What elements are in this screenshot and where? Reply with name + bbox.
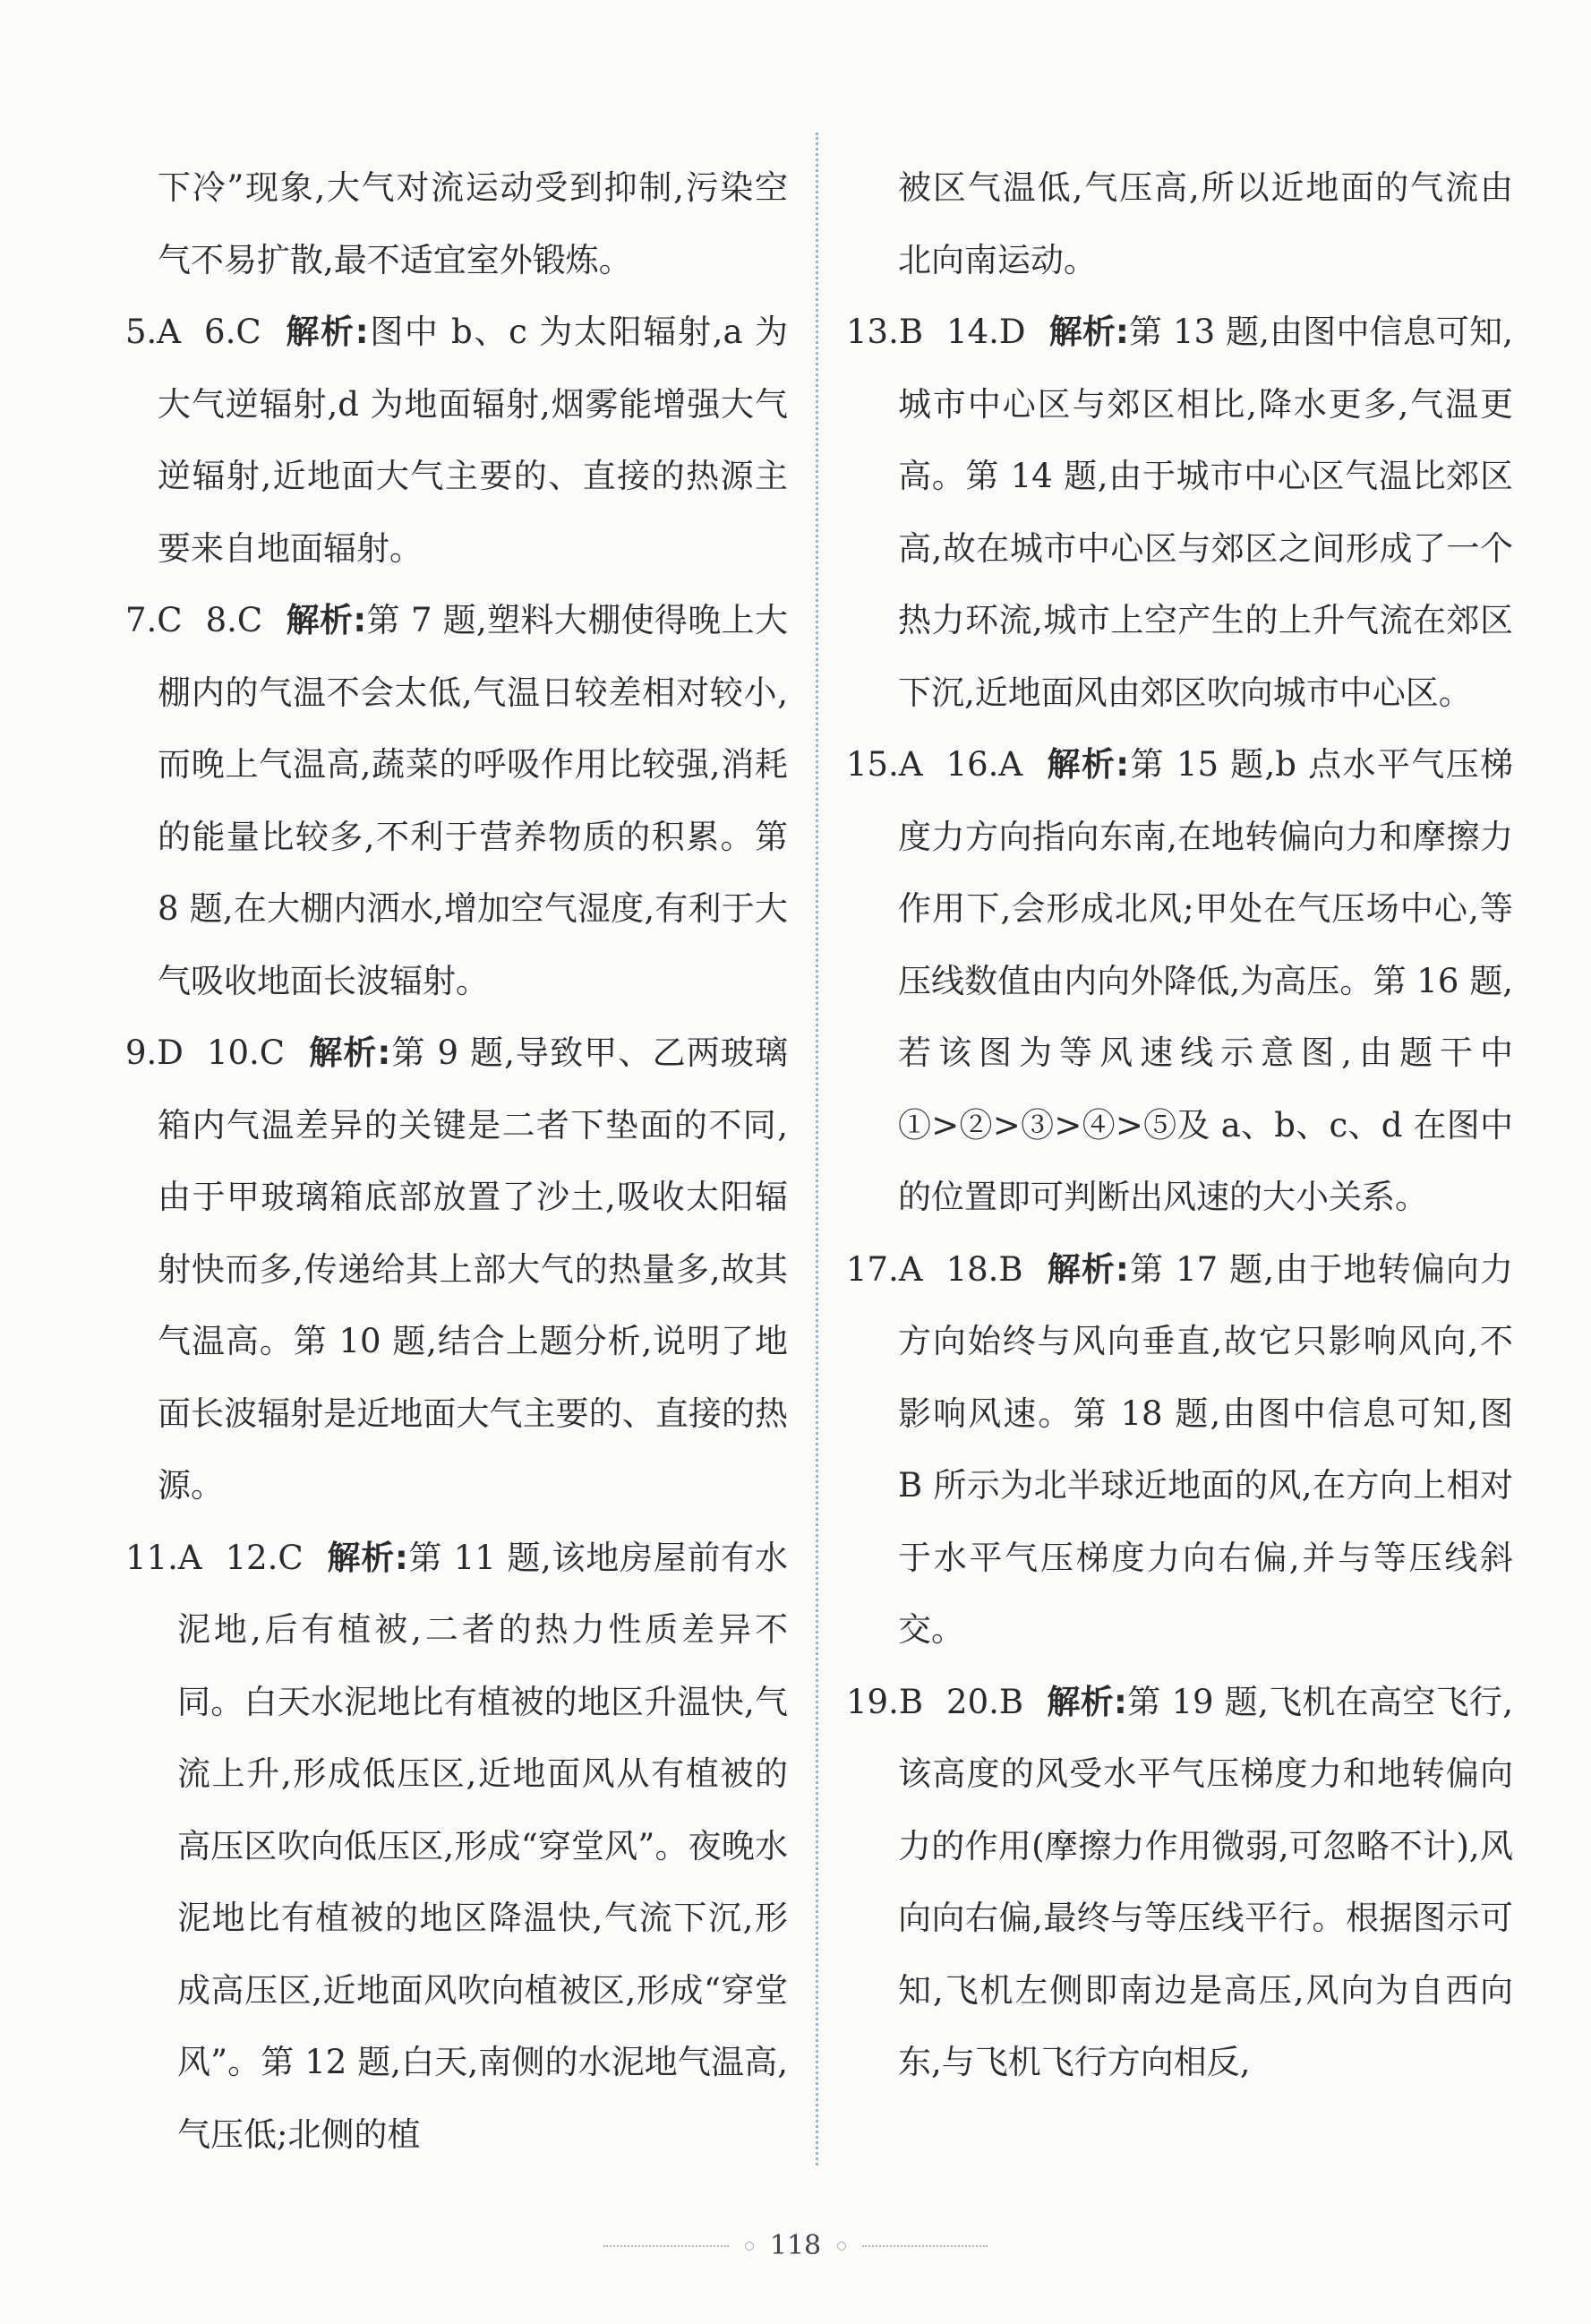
answer-item-7 — [125, 585, 788, 1017]
answer-item-15 — [846, 729, 1513, 1234]
answer-12: 12.C — [225, 1538, 304, 1577]
analysis-label: 解析: — [308, 1033, 391, 1072]
analysis-label: 解析: — [1047, 1682, 1127, 1721]
answer-18: 18.B — [945, 1249, 1023, 1289]
page-number: 118 — [769, 2230, 822, 2261]
analysis-text: 第 17 题,由于地转偏向力方向始终与风向垂直,故它只影响风向,不影响风速。第 18 题,由图中信息可知,图 B 所示为北半球近地面的风,在方向上相对于水平气压梯度力向右偏,并与等压线斜交。 — [898, 1249, 1513, 1649]
analysis-text: 图中 b、c 为太阳辐射,a 为大气逆辐射,d 为地面辐射,烟雾能增强大气逆辐射,近地面大气主要的、直接的热源主要来自地面辐射。 — [158, 313, 789, 568]
analysis-label: 解析: — [1046, 745, 1130, 784]
answer-item-17 — [846, 1234, 1513, 1667]
analysis-label: 解析: — [284, 313, 369, 351]
answer-6: 6.C — [204, 313, 261, 351]
answer-8: 8.C — [205, 601, 263, 639]
analysis-text: 第 19 题,飞机在高空飞行,该高度的风受水平气压梯度力和地转偏向力的作用(摩擦力作用微弱,可忽略不计),风向向右偏,最终与等压线平行。根据图示可知,飞机左侧即南边是高压,风向为自西向东,与飞机飞行方向相反, — [898, 1682, 1513, 2081]
analysis-text: 第 15 题,b 点水平气压梯度力方向指向东南,在地转偏向力和摩擦力作用下,会形成北风;甲处在气压场中心,等压线数值由内向外降低,为高压。第 16 题,若该图为等风速线示意图,由题干中①>②>③>④>⑤及 a、b、c、d 在图中的位置即可判断出风速的大小关系。 — [898, 745, 1514, 1216]
answer-7: 7.C — [125, 601, 183, 639]
footer-dot-left — [745, 2242, 754, 2251]
answer-11: 11.A — [125, 1538, 202, 1577]
footer-dot-right — [837, 2242, 846, 2251]
answer-20: 20.B — [946, 1682, 1024, 1721]
answer-5: 5.A — [125, 313, 182, 351]
analysis-text: 第 9 题,导致甲、乙两玻璃箱内气温差异的关键是二者下垫面的不同,由于甲玻璃箱底部放置了沙土,吸收太阳辐射快而多,传递给其上部大气的热量多,故其气温高。第 10 题,结合上题分析,说明了地面长波辐射是近地面大气主要的、直接的热源。 — [158, 1033, 788, 1505]
right-column — [846, 152, 1513, 2099]
analysis-label: 解析: — [1048, 313, 1129, 351]
answer-item-13 — [846, 296, 1513, 729]
analysis-text: 第 13 题,由图中信息可知,城市中心区与郊区相比,降水更多,气温更高。第 14 题,由于城市中心区气温比郊区高,故在城市中心区与郊区之间形成了一个热力环流,城市上空产生的上升气流在郊区下沉,近地面风由郊区吹向城市中心区。 — [898, 313, 1513, 712]
analysis-text: 第 11 题,该地房屋前有水泥地,后有植被,二者的热力性质差异不同。白天水泥地比有植被的地区升温快,气流上升,形成低压区,近地面风从有植被的高压区吹向低压区,形成“穿堂风”。夜晚水泥地比有植被的地区降温快,气流下沉,形成高压区,近地面风吹向植被区,形成“穿堂风”。第 12 题,白天,南侧的水泥地气温高,气压低;北侧的植 — [177, 1538, 789, 2154]
answer-item-19 — [846, 1667, 1513, 2099]
answer-10: 10.C — [206, 1033, 286, 1072]
answer-15: 15.A — [846, 745, 923, 784]
analysis-label: 解析: — [286, 601, 367, 639]
continuation-paragraph: 被区气温低,气压高,所以近地面的气流由北向南运动。 — [898, 168, 1513, 279]
left-column — [125, 152, 788, 2171]
analysis-text: 第 7 题,塑料大棚使得晚上大棚内的气温不会太低,气温日较差相对较小,而晚上气温高,蔬菜的呼吸作用比较强,消耗的能量比较多,不利于营养物质的积累。第 8 题,在大棚内洒水,增加空气湿度,有利于大气吸收地面长波辐射。 — [158, 601, 789, 1000]
answer-item-11 — [125, 1522, 788, 2172]
answer-13: 13.B — [846, 313, 924, 351]
answer-9: 9.D — [125, 1033, 184, 1072]
page-footer — [0, 2230, 1591, 2261]
answer-14: 14.D — [946, 313, 1026, 351]
footer-rule-left — [603, 2245, 729, 2247]
analysis-label: 解析: — [1046, 1249, 1129, 1289]
continuation-paragraph: 下冷”现象,大气对流运动受到抑制,污染空气不易扩散,最不适宜室外锻炼。 — [158, 168, 788, 279]
answer-17: 17.A — [846, 1249, 923, 1289]
footer-rule-right — [862, 2245, 988, 2247]
answer-item-5 — [125, 296, 788, 585]
column-divider — [816, 133, 818, 2165]
answer-item-9 — [125, 1017, 788, 1522]
answer-19: 19.B — [846, 1682, 924, 1721]
answer-16: 16.A — [945, 745, 1023, 784]
analysis-label: 解析: — [326, 1538, 408, 1577]
